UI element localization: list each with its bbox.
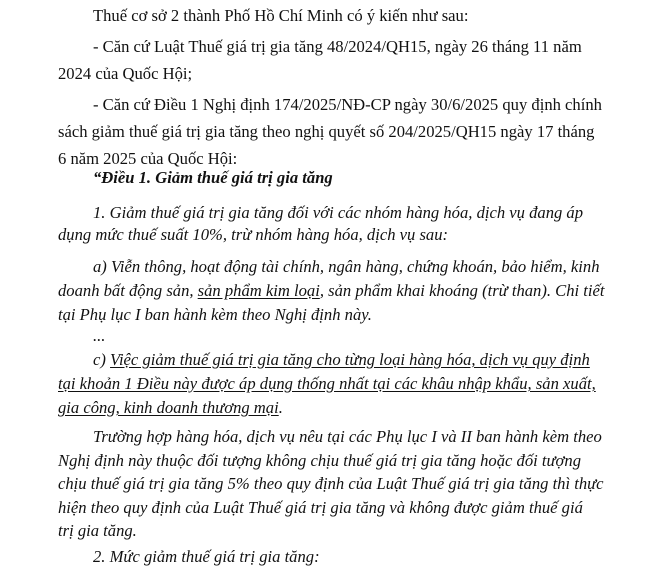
point-a-line-2-end: , sản phẩm khai khoáng (trừ than). Chi tiết [319,281,605,300]
point-a-line-3: tại Phụ lục I ban hành kèm theo Nghị định này. [58,305,372,324]
legal-basis-1-line-2: 2024 của Quốc Hội; [58,64,193,83]
legal-basis-2-line-1: - Căn cứ Điều 1 Nghị định 174/2025/NĐ-CP ngày 30/6/2025 quy định chính [93,95,602,114]
note-line-5: trị gia tăng. [58,521,137,540]
point-a-line-2-start: doanh bất động sản, [58,281,198,300]
point-a-line-1: a) Viễn thông, hoạt động tài chính, ngân hàng, chứng khoán, bảo hiểm, kinh [93,257,600,276]
point-c-label: c) [93,350,111,369]
note-line-3: chịu thuế giá trị gia tăng 5% theo quy định của Luật Thuế giá trị gia tăng thì thực [58,474,604,493]
legal-basis-2-line-2: sách giảm thuế giá trị gia tăng theo nghị quyết số 204/2025/QH15 ngày 17 tháng [58,122,595,141]
point-c-underlined-text-3: gia công, kinh doanh thương mại [58,398,279,417]
point-c-underlined-text-1: Việc giảm thuế giá trị gia tăng cho từng loại hàng hóa, dịch vụ quy định [110,350,590,369]
legal-basis-2-line-3: 6 năm 2025 của Quốc Hội: [58,149,238,168]
point-c-line-3-end: . [278,398,283,417]
omission-ellipsis: ... [93,326,106,345]
clause-1-line-2: dụng mức thuế suất 10%, trừ nhóm hàng hóa, dịch vụ sau: [58,225,449,244]
point-c-line-1 [93,350,590,370]
note-line-1: Trường hợp hàng hóa, dịch vụ nêu tại các Phụ lục I và II ban hành kèm theo [93,427,602,446]
legal-basis-1-line-1: - Căn cứ Luật Thuế giá trị gia tăng 48/2024/QH15, ngày 26 tháng 11 năm [93,37,582,56]
article-heading: “Điều 1. Giảm thuế giá trị gia tăng [93,168,333,187]
intro-line: Thuế cơ sở 2 thành Phố Hồ Chí Minh có ý kiến như sau: [93,6,469,25]
note-line-4: hiện theo quy định của Luật Thuế giá trị gia tăng và không được giảm thuế giá [58,498,583,517]
note-line-2: Nghị định này thuộc đối tượng không chịu thuế giá trị gia tăng hoặc đối tượng [58,451,581,470]
point-c-line-3 [58,398,283,418]
underlined-metal-products: sản phẩm kim loại [197,281,320,300]
point-c-line-2: tại khoản 1 Điều này được áp dụng thống nhất tại các khâu nhập khẩu, sản xuất, [58,374,596,393]
point-a-line-2 [58,281,605,301]
clause-1-line-1: 1. Giảm thuế giá trị gia tăng đối với các nhóm hàng hóa, dịch vụ đang áp [93,203,584,222]
clause-2-heading: 2. Mức giảm thuế giá trị gia tăng: [93,547,320,566]
